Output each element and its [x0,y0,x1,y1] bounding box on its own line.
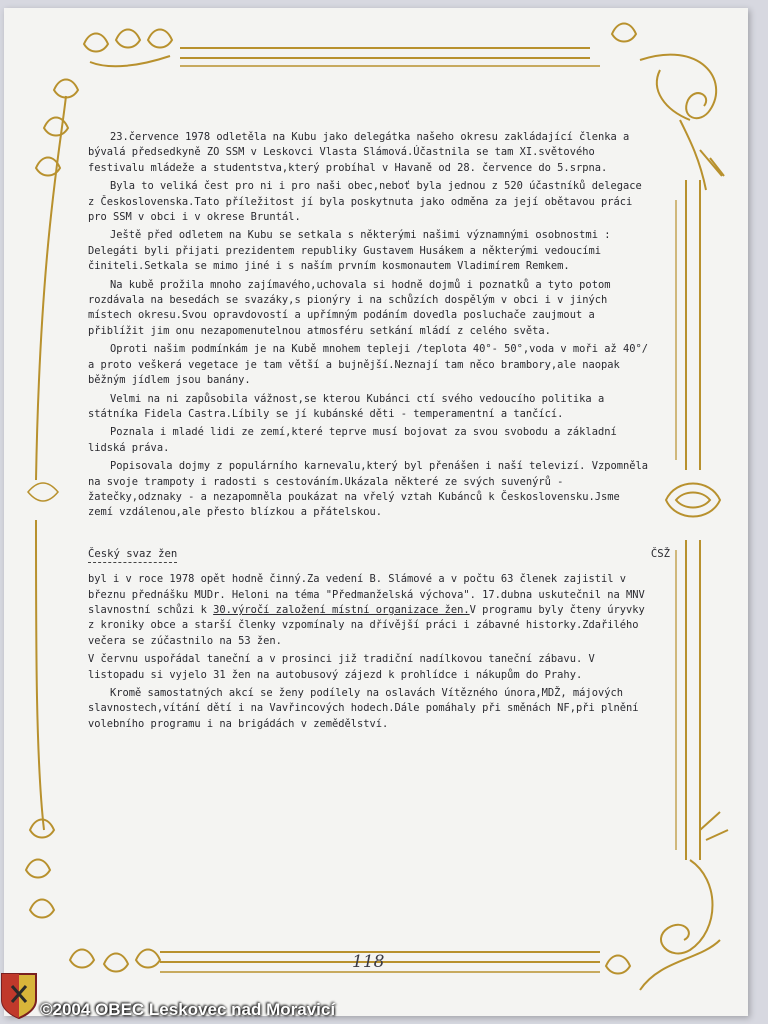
section-paragraph: V červnu uspořádal taneční a v prosinci již tradiční nadílkovou taneční zábavu. V listopadu si vyjelo 31 žen na autobusový zájezd k prohlídce i nákupům do Prahy. [88,653,595,681]
section-paragraph [88,572,648,649]
coat-of-arms-icon [0,972,38,1020]
section-heading [88,547,670,562]
paragraph: Byla to veliká čest pro ni i pro naši obec,neboť byla jednou z 520 účastníků delegace z Československa.Tato příležitost jí byla poskytnuta jako odměna za její obětavou práci pro SSM v obci i v okrese Bruntál. [88,180,642,224]
paragraph: Poznala i mladé lidi ze zemí,které teprve musí bojovat za svou svobodu a základní lidská práva. [88,426,617,454]
copyright-footer: ©2004 OBEC Leskovec nad Moravicí [40,1000,336,1019]
page-number: 118 [352,952,385,972]
section-margin-mark: ČSŽ [650,547,670,560]
paragraph: 23.července 1978 odletěla na Kubu jako delegátka našeho okresu zakládající členka a bývalá předsedkyně ZO SSM v Leskovci Vlasta Slámová.Účastnila se tam XI.světového festivalu mládeže a studentstva,který probíhal v Havaně od 28. července do 5.srpna. [88,131,630,174]
section-text: byl i v roce 1978 opět hodně činný.Za vedení B. Slámové a v počtu 63 členek zajistil v březnu přednášku MUDr. Heloni na téma "Předmanželská výchova". 17.dubna uskutečnil na MNV slavnostní schůzi k [88,573,645,616]
section-paragraph: Kromě samostatných akcí se ženy podílely na oslavách Vítězného února,MDŽ, májových slavnostech,vítání dětí i na Vavřincových hodech.Dále pomáhaly při směnách NF,při plnění volebního programu i na brigádách v zemědělství. [88,687,639,730]
paragraph: Na kubě prožila mnoho zajímavého,uchovala si hodně dojmů i poznatků a tyto potom rozdávala na besedách se svazáky,s pionýry i na schůzích dospělým v obci i v jiných místech okresu.Svou opravdovostí a upřímným podáním dovedla posluchače zaujmout a přiblížit jim onu nezapomenutelnou atmosféru setkání mládí z celého světa. [88,278,611,337]
underlined-text: 30.výročí založení místní organizace žen. [213,603,470,616]
paragraph: Ještě před odletem na Kubu se setkala s některými našimi významnými osobnostmi : Delegáti byli přijati prezidentem republiky Gustavem Husákem a některými vedoucími činiteli.Setkala se mimo jiné i s naším prvním kosmonautem Vladimírem Remkem. [88,229,611,273]
paragraph: Oproti našim podmínkám je na Kubě mnohem tepleji /teplota 40°- 50°,voda v moři až 40°/ a proto veškerá vegetace je tam větší a bujnější.Neznají tam něco brambory,ale naopak běžným jídlem jsou banány. [88,343,648,387]
section-text: V programu byly čteny úryvky z kroniky obce a starší členky vzpomínaly na dřívější práci i zábavné historky.Zdařilého večera se zúčastnilo na 53 žen. [88,603,645,647]
section-title: Český svaz žen [88,548,177,563]
paragraph: Popisovala dojmy z populárního karnevalu,který byl přenášen i naší televizí. Vzpomněla na svoje trampoty i radosti s cestováním.Ukázala některé ze svých suvenýrů - žatečky,odznaky - a nezapomněla poukázat na vřelý vztah Kubánců k Československu.Jsme zemí vzdálenou,ale přesto blízkou a přátelskou. [88,460,648,519]
document-body [88,130,670,735]
paragraph: Velmi na ni zapůsobila vážnost,se kterou Kubánci ctí svého vedoucího politika a státníka Fidela Castra.Líbily se jí kubánské děti - temperamentní a tančící. [88,392,605,420]
